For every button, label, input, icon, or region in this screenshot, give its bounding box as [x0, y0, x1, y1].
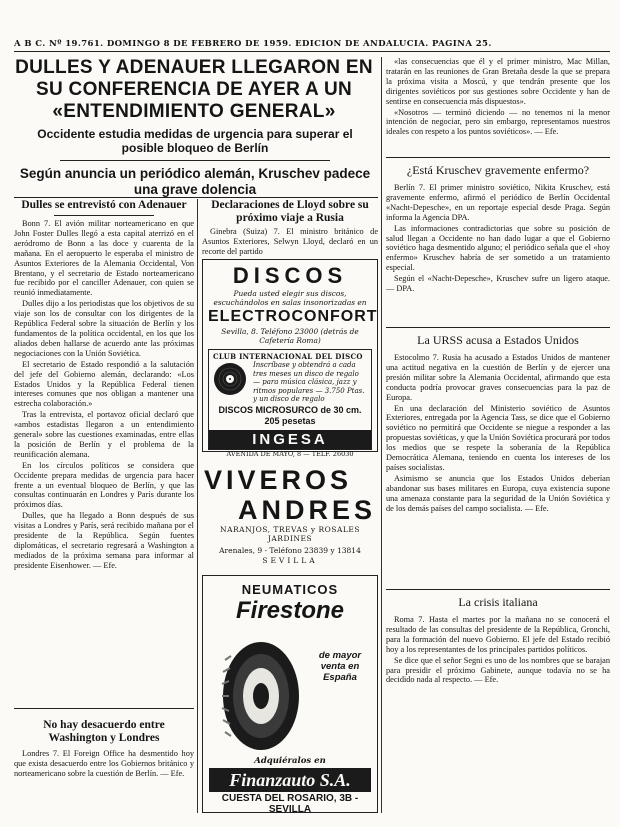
article-urss-heading: La URSS acusa a Estados Unidos — [417, 333, 579, 347]
ad-discos-footer: AVENIDA DE MAYO, 8 — TELF. 26030 — [226, 450, 354, 459]
ad-discos-club-box — [208, 349, 372, 450]
article-dulles-heading: Dulles se entrevistó con Adenauer — [21, 199, 187, 211]
ad-firestone-brand: Firestone — [235, 597, 345, 624]
ad-firestone-tag: de mayor venta en España — [318, 650, 362, 683]
header-rule — [14, 51, 610, 52]
paragraph: Se dice que el señor Segni es uno de los nombres que se barajan para presidir el próximo Gabinete, aunque todavía no se ha decidido nada al respecto. — Efe. — [386, 655, 610, 685]
ad-firestone — [202, 575, 378, 813]
article-washington-body — [14, 749, 194, 819]
paragraph: Ginebra (Suiza) 7. El ministro británico de Asuntos Exteriores, Selwyn Lloyd, declaró en un recorte del partido — [202, 227, 378, 256]
column-rule-1 — [197, 199, 198, 813]
ad-viveros-word1: VIVEROS — [204, 465, 353, 495]
main-deck: Occidente estudia medidas de urgencia para superar el posible bloqueo de Berlín — [37, 127, 353, 155]
article-kruschev-heading: ¿Está Kruschev gravemente enfermo? — [406, 163, 590, 177]
paragraph: «las consecuencias que él y el primer ministro, Mac Millan, tratarán en las reuniones de Gran Bretaña desde la que se prepara la próxima visita a Moscú, y que tendrán presente que los dirigentes soviéticos por sus gestiones sobre Occidente y han de sentirse en consecuencia más dispuestos». — [386, 57, 610, 106]
paragraph: Londres 7. El Foreign Office ha desmentido hoy que exista desacuerdo entre los Gobiernos británico y norteamericano sobre la cuestión de Berlín. — Efe. — [14, 749, 194, 778]
paragraph: Tras la entrevista, el portavoz oficial declaró que «ambos estadistas llegaron a un entendimiento general» sobre las cuestiones examinadas, entre ellas la posición de Berlín y el problema de la reunificación alemana. — [14, 410, 194, 459]
right-column — [386, 57, 610, 765]
main-headline: DULLES Y ADENAUER LLEGARON EN SU CONFERENCIA DE AYER A UN «ENTENDIMIENTO GENERAL» — [15, 57, 373, 122]
ad-discos-brand: ELECTROCONFORT — [208, 308, 378, 325]
ad-viveros-sub: NARANJOS, TREVAS y ROSALES JARDINES — [220, 525, 360, 543]
deck-rule — [60, 160, 330, 161]
article-washington-rule — [14, 708, 194, 709]
article-dulles-rule — [54, 215, 154, 216]
ad-discos-micro: DISCOS MICROSURCO de 30 cm. 205 pesetas — [218, 405, 362, 427]
ad-firestone-title: NEUMATICOS — [241, 582, 339, 597]
section-rule — [386, 327, 610, 328]
ad-discos-ingesa: INGESA — [209, 430, 371, 449]
paragraph: Las informaciones contradictorias que sobre su posición de salud llegan a Occidente no han dado lugar a que el Gobierno soviético haga desmentido alguno; el periódico señala que el «hoy enfermo» Kruschev habría de ser sometido a un tratamiento especial. — [386, 223, 610, 273]
paragraph: En los círculos políticos se considera que Occidente prepara medidas de urgencia para hacer frente a un eventual bloqueo de Berlín, y que las consultas continuarán en Londres y París durante los próximos días. — [14, 460, 194, 510]
ad-viveros-address: Arenales, 9 - Teléfono 23839 y 13814 — [219, 546, 361, 555]
article-urss-body — [386, 353, 610, 583]
article-lloyd-heading: Declaraciones de Lloyd sobre su próximo viaje a Rusia — [211, 199, 369, 224]
article-kruschev-body — [386, 183, 610, 321]
lead-continuation — [386, 57, 610, 149]
ad-viveros-word2: ANDRES — [237, 495, 376, 525]
paragraph: Dulles, que ha llegado a Bonn después de sus visitas a Londres y París, será recibido mañana por el presidente de la República. Según fuentes diplomáticas, el secretario regresará a Washington a mediados de la próxima semana para informar al presidente Eisenhower. — Efe. — [14, 511, 194, 570]
article-lloyd — [202, 199, 378, 257]
ad-firestone-address: CUESTA DEL ROSARIO, 3B - SEVILLA — [221, 793, 359, 815]
paragraph: Según el «Nacht-Depesche», Kruschev sufre un ligero ataque. — DPA. — [386, 274, 610, 294]
ad-discos — [202, 259, 378, 459]
ad-firestone-dealer: Finanzauto S.A. — [209, 768, 371, 792]
paragraph: Estocolmo 7. Rusia ha acusado a Estados Unidos de mantener una actitud negativa en la cuestión de Berlín y de ejercer una presión militar sobre la Alemania Occidental, afirmando que esta conducta podría provocar graves consecuencias para la paz de Europa. — [386, 353, 610, 402]
ad-firestone-acquire: Adquiéralos en — [254, 756, 326, 766]
column-rule-2 — [381, 57, 382, 813]
paragraph: «Nosotros — terminó diciendo — no tenemos ni la menor intención de negociar, pero sin embargo, representamos nuestros ideales con respeto a los puntos soviéticos». — Efe. — [386, 107, 610, 137]
article-italia-heading: La crisis italiana — [458, 595, 538, 609]
article-italia-body — [386, 615, 610, 765]
section-rule — [386, 157, 610, 158]
paragraph: Roma 7. Hasta el martes por la mañana no se conocerá el resultado de las consultas del presidente de la República, Gronchi, para la formación del nuevo Gobierno. El jefe del Estado recibió hoy a los representantes de los principales partidos políticos. — [386, 615, 610, 654]
tire-illustration — [211, 640, 311, 752]
section-rule — [386, 589, 610, 590]
article-washington-heading: No hay desacuerdo entre Washington y Londres — [43, 719, 165, 744]
paragraph: El secretario de Estado respondió a la salutación del jefe del Gobierno alemán, declarando: «Los Estados Unidos y la República Federal tienen intereses comunes que nos obligan a mantener una estrecha colaboración.» — [14, 359, 194, 409]
page-header: A B C. Nº 19.761. DOMINGO 8 DE FEBRERO DE 1959. EDICION DE ANDALUCIA. PAGINA 25. — [14, 39, 492, 49]
paragraph: Bonn 7. El avión militar norteamericano en que John Foster Dulles llegó a esta capital aterrizó en el aeródromo de Bonn a las doce y cuarenta de la mañana. En el aeropuerto le esperaba el ministro de Asuntos Exteriores de la Alemania Occidental, Von Brentano, y el secretario de Estado norteamericano fue recibido por el canciller Adenauer, con quien se reunió inmediatamente. — [14, 219, 194, 298]
paragraph: Berlín 7. El primer ministro soviético, Nikita Kruschev, está gravemente enfermo, afirmó el periódico de Berlín Occidental «Nacht-Depesche», en un reportaje especial desde Praga. Según informa la Agencia DPA. — [386, 183, 610, 222]
ad-discos-title: DISCOS — [232, 263, 348, 288]
ad-viveros — [202, 465, 378, 575]
ad-discos-offer: Inscríbase y obtendrá a cada tres meses un disco de regalo — para música clásica, jazz y ritmos populares — 3.750 Ptas. y un disco de regalo — [253, 361, 365, 404]
paragraph: En una declaración del Ministerio soviético de Asuntos Exteriores, entregada por la Agencia Tass, se dice que el Gobierno soviético no permitirá que Occidente se niegue a responder a las propuestas soviéticas, y que la Unión Soviética procurará por todos los medios que se respete la soberanía de la República Democrática Alemana, teniendo en cuenta los intereses de los países socialistas. — [386, 403, 610, 472]
secondary-deck: Según anuncia un periódico alemán, Kruschev padece una grave dolencia — [19, 166, 371, 197]
record-disc-icon — [213, 362, 247, 396]
paragraph: Asimismo se anuncia que los Estados Unidos deberían abandonar sus bases militares en Europa, cuya existencia supone una amenaza constante para la seguridad de la Unión Soviética y de los demás países del campo socialista. — Efe. — [386, 473, 610, 513]
article-dulles-body — [14, 219, 194, 703]
article-washington — [14, 708, 194, 819]
paragraph: Dulles dijo a los periodistas que los objetivos de su viaje son los de consultar con los dirigentes de la República Federal sobre la situación de Berlín y los fundamentos de la política occidental, en los que los aliados deben hallarse de acuerdo ante las próximas negociaciones con la Unión Soviética. — [14, 299, 194, 358]
ad-viveros-city: SEVILLA — [262, 556, 318, 565]
article-lloyd-body — [202, 227, 378, 257]
ad-discos-address: Sevilla, 8. Teléfono 23000 (detrás de Cafetería Roma) — [221, 327, 359, 345]
top-story-rule — [14, 197, 378, 198]
article-dulles — [14, 199, 194, 703]
ad-discos-club: CLUB INTERNACIONAL DEL DISCO — [213, 352, 363, 361]
ad-discos-line: Pueda usted elegir sus discos, escuchándolos en salas insonorizadas en — [213, 289, 367, 307]
